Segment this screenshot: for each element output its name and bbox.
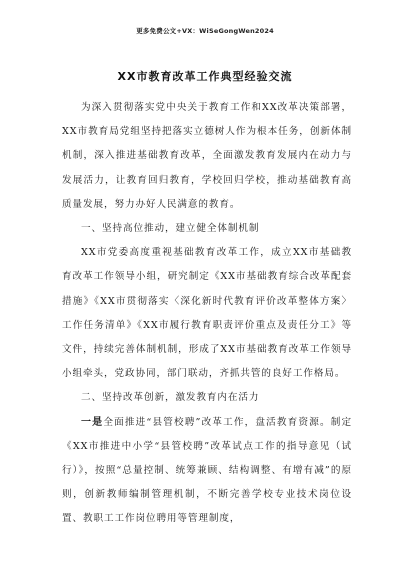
section-2-heading: 二、坚持改革创新，激发教育内在活力	[81, 392, 260, 404]
section-1-heading: 一、坚持高位推动，建立健全体制机制	[81, 223, 260, 235]
document-title: XX市教育改革工作典型经验交流	[117, 70, 293, 83]
section-2-lead: 一是	[81, 416, 104, 428]
header-note: 更多免费公文+VX：WiSeGongWen2024	[136, 27, 274, 35]
section-2-paragraph	[62, 411, 352, 532]
intro-paragraph: 为深入贯彻落实党中央关于教育工作和XX改革决策部署，XX市教育局党组坚持把落实立德树人作为根本任务，创新体制机制，深入推进基础教育改革，全面激发教育发展内在动力与发展活力，让教育回归教育，学校回归学校，推动基础教育高质量发展，努力办好人民满意的教育。	[62, 102, 352, 210]
document-body	[62, 96, 352, 532]
section-2-text: 全面推进“县管校聘”改革工作，盘活教育资源。制定《XX市推进中小学“县管校聘”改革试点工作的指导意见（试行）》，按照“总量控制、统筹兼顾、结构调整、有增有减”的原则，创新教师编制管理机制，不断完善学校专业技术岗位设置、教职工工作岗位聘用等管理制度，	[62, 416, 352, 525]
section-1-paragraph: XX市党委高度重视基础教育改革工作，成立XX市基础教育改革工作领导小组，研究制定《XX市基础教育综合改革配套措施》《XX市贯彻落实〈深化新时代教育评价改革整体方案〉工作任务清单》《XX市履行教育职责评价重点及责任分工》等文件，持续完善体制机制，形成了XX市基础教育改革工作领导小组牵头，党政协同，部门联动，齐抓共管的良好工作格局。	[62, 247, 352, 380]
